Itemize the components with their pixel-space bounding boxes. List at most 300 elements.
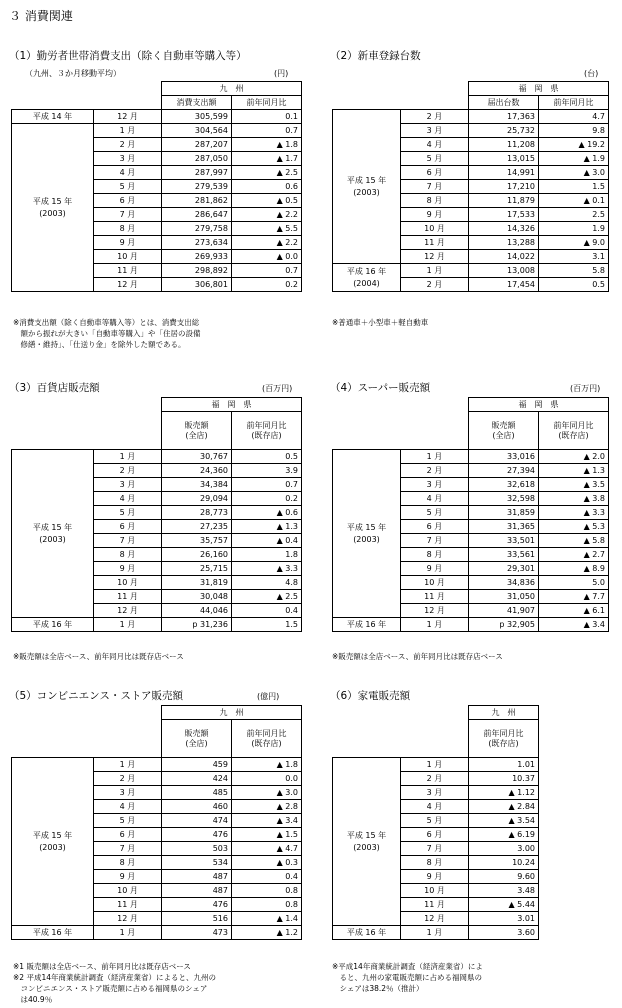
yoy-cell: 5.0 [539,576,609,590]
yoy-cell: ▲ 0.6 [232,506,302,520]
yoy-cell: 1.01 [469,758,539,772]
era-cell [12,450,94,618]
yoy-cell: 0.5 [232,450,302,464]
unit-label: (百万円) [262,384,293,393]
column-header-sales-scope: (全店) [185,430,208,440]
month-cell: 2 月 [401,278,469,292]
column-header-yoy [539,412,609,450]
month-cell: 2 月 [401,110,469,124]
value-cell: 11,208 [469,138,539,152]
month-cell: 2 月 [94,464,162,478]
month-cell: 1 月 [94,926,162,940]
month-cell: 4 月 [94,166,162,180]
era-year: (2004) [353,278,380,288]
table-row [333,618,609,632]
value-cell: 281,862 [162,194,232,208]
month-cell: 7 月 [401,180,469,194]
footnote: ※平成14年商業統計調査（経済産業省）によ ると、九州の家電販売額に占める福岡県の シェアは38.2％（推計） [332,962,483,993]
table-row [333,264,609,278]
column-header-yoy-scope: (既存店) [558,430,589,440]
value-cell: 17,533 [469,208,539,222]
section-household-spending [9,50,309,360]
value-cell: 13,015 [469,152,539,166]
table-header-row [12,398,302,412]
value-cell: 473 [162,926,232,940]
value-cell: 287,050 [162,152,232,166]
header-corner [12,706,162,758]
yoy-cell: 0.4 [232,604,302,618]
yoy-cell: 0.8 [232,884,302,898]
column-header-sales-label: 販売額 [184,420,209,430]
region-header: 福 岡 県 [162,398,302,412]
footnote: ※販売額は全店ベース、前年同月比は既存店ベース [13,652,184,661]
column-header-sales [162,412,232,450]
month-cell: 12 月 [401,604,469,618]
yoy-cell: ▲ 19.2 [539,138,609,152]
month-cell: 8 月 [94,856,162,870]
yoy-cell: ▲ 2.2 [232,208,302,222]
month-cell: 7 月 [401,534,469,548]
month-cell: 5 月 [401,152,469,166]
value-cell: 31,050 [469,590,539,604]
yoy-cell: ▲ 2.7 [539,548,609,562]
section-title: （6）家電販売額 [330,690,411,702]
value-cell: 33,016 [469,450,539,464]
month-cell: 4 月 [401,492,469,506]
yoy-cell: ▲ 1.8 [232,758,302,772]
section-title: （1）勤労者世帯消費支出（除く自動車等購入等） [9,50,247,62]
value-cell: 31,859 [469,506,539,520]
column-header-sales-scope: (全店) [492,430,515,440]
value-cell: 29,094 [162,492,232,506]
yoy-cell: ▲ 3.0 [232,786,302,800]
month-cell: 10 月 [401,222,469,236]
section-department-store-sales [9,382,309,672]
yoy-cell: ▲ 9.0 [539,236,609,250]
page-title: ３ 消費関連 [9,9,73,23]
yoy-cell: ▲ 2.5 [232,166,302,180]
yoy-cell: 3.1 [539,250,609,264]
era-cell: 平成 16 年 [333,618,401,632]
yoy-cell: 0.6 [232,180,302,194]
region-header: 福 岡 県 [469,82,609,96]
value-cell: 11,879 [469,194,539,208]
era-cell: 平成 14 年 [12,110,94,124]
yoy-cell: 3.01 [469,912,539,926]
month-cell: 12 月 [94,278,162,292]
unit-label: (億円) [257,692,280,701]
era-cell: 平成 16 年 [12,926,94,940]
yoy-cell: 1.9 [539,222,609,236]
month-cell: 1 月 [94,758,162,772]
table-header-row [333,706,539,720]
column-header-sales-scope: (全店) [185,738,208,748]
value-cell: p 32,905 [469,618,539,632]
yoy-cell: ▲ 3.3 [232,562,302,576]
value-cell: 279,758 [162,222,232,236]
month-cell: 2 月 [94,138,162,152]
yoy-cell: ▲ 8.9 [539,562,609,576]
era-cell [333,450,401,618]
month-cell: 12 月 [401,250,469,264]
convenience-store-sales-table [11,705,302,940]
yoy-cell: ▲ 6.19 [469,828,539,842]
table-row [12,618,302,632]
yoy-cell: ▲ 2.84 [469,800,539,814]
month-cell: 1 月 [401,450,469,464]
yoy-cell: 1.8 [232,548,302,562]
value-cell: 279,539 [162,180,232,194]
yoy-cell: ▲ 1.2 [232,926,302,940]
yoy-cell: 10.24 [469,856,539,870]
era-cell: 平成 16 年 [12,618,94,632]
month-cell: 9 月 [401,208,469,222]
unit-label: (百万円) [570,384,601,393]
month-cell: 1 月 [94,124,162,138]
column-header-sales-label: 販売額 [184,728,209,738]
month-cell: 12 月 [94,912,162,926]
yoy-cell: ▲ 3.4 [232,814,302,828]
yoy-cell: 3.9 [232,464,302,478]
value-cell: 305,599 [162,110,232,124]
value-cell: 14,991 [469,166,539,180]
footnote: ※消費支出額（除く自動車等購入等）とは、消費支出総 額から振れが大きい「自動車等購入」や「住居の設備 修繕・維持」、「仕送り金」を除外した額である。 [13,318,201,349]
value-cell: 287,207 [162,138,232,152]
month-cell: 3 月 [94,152,162,166]
month-cell: 5 月 [94,506,162,520]
month-cell: 5 月 [401,814,469,828]
value-cell: 24,360 [162,464,232,478]
header-corner [12,398,162,450]
table-header-row [333,398,609,412]
value-cell: 460 [162,800,232,814]
value-cell: 34,836 [469,576,539,590]
column-header-yoy-scope: (既存店) [251,430,282,440]
table-header-row [12,82,302,96]
yoy-cell: 4.7 [539,110,609,124]
era-label: 平成 15 年 [346,523,387,533]
month-cell: 2 月 [401,772,469,786]
month-cell: 3 月 [401,478,469,492]
table-row [12,110,302,124]
month-cell: 12 月 [401,912,469,926]
month-cell: 11 月 [401,590,469,604]
era-year: (2003) [353,534,380,544]
electronics-sales-table [332,705,539,940]
yoy-cell: ▲ 0.1 [539,194,609,208]
yoy-cell: ▲ 1.5 [232,828,302,842]
value-cell: 287,997 [162,166,232,180]
household-spending-table [11,81,302,292]
value-cell: 27,394 [469,464,539,478]
column-header-yoy [232,412,302,450]
value-cell: 41,907 [469,604,539,618]
era-label: 平成 15 年 [32,197,73,207]
month-cell: 4 月 [94,492,162,506]
month-cell: 4 月 [94,800,162,814]
month-cell: 7 月 [94,534,162,548]
month-cell: 9 月 [401,870,469,884]
month-cell: 1 月 [401,618,469,632]
value-cell: 286,647 [162,208,232,222]
yoy-cell: 9.8 [539,124,609,138]
month-cell: 11 月 [94,590,162,604]
department-store-sales-table [11,397,302,632]
yoy-cell: ▲ 2.5 [232,590,302,604]
yoy-cell: ▲ 3.8 [539,492,609,506]
yoy-cell: ▲ 1.7 [232,152,302,166]
month-cell: 6 月 [94,520,162,534]
table-header-row [333,82,609,96]
month-cell: 8 月 [94,548,162,562]
value-cell: 44,046 [162,604,232,618]
month-cell: 6 月 [401,520,469,534]
unit-label: (円) [274,69,289,78]
table-row [12,758,302,772]
yoy-cell: ▲ 6.1 [539,604,609,618]
yoy-cell: ▲ 5.8 [539,534,609,548]
value-cell: 273,634 [162,236,232,250]
value-cell: 474 [162,814,232,828]
month-cell: 7 月 [401,842,469,856]
yoy-cell: 4.8 [232,576,302,590]
value-cell: 14,022 [469,250,539,264]
yoy-cell: ▲ 1.3 [539,464,609,478]
value-cell: 17,363 [469,110,539,124]
column-header-sales [469,412,539,450]
yoy-cell: ▲ 3.3 [539,506,609,520]
month-cell: 2 月 [94,772,162,786]
table-row [12,926,302,940]
era-cell [333,758,401,926]
month-cell: 10 月 [94,884,162,898]
yoy-cell: ▲ 0.4 [232,534,302,548]
month-cell: 12 月 [94,110,162,124]
month-cell: 3 月 [401,786,469,800]
era-cell: 平成 16 年 [333,926,401,940]
month-cell: 11 月 [401,898,469,912]
column-header-yoy-label: 前年同月比 [246,420,287,430]
month-cell: 9 月 [94,870,162,884]
value-cell: 298,892 [162,264,232,278]
yoy-cell: ▲ 1.9 [539,152,609,166]
yoy-cell: ▲ 5.44 [469,898,539,912]
table-row [333,450,609,464]
value-cell: p 31,236 [162,618,232,632]
yoy-cell: ▲ 4.7 [232,842,302,856]
value-cell: 487 [162,870,232,884]
month-cell: 3 月 [94,786,162,800]
section-convenience-store-sales [9,690,309,1006]
supermarket-sales-table [332,397,609,632]
era-label: 平成 15 年 [32,831,73,841]
yoy-cell: 0.4 [232,870,302,884]
value-cell: 534 [162,856,232,870]
yoy-cell: 1.5 [232,618,302,632]
era-label: 平成 15 年 [346,831,387,841]
yoy-cell: ▲ 1.4 [232,912,302,926]
month-cell: 9 月 [401,562,469,576]
value-cell: 28,773 [162,506,232,520]
month-cell: 4 月 [401,800,469,814]
yoy-cell: ▲ 2.0 [539,450,609,464]
yoy-cell: 0.7 [232,264,302,278]
column-header-yoy [469,720,539,758]
era-cell [12,758,94,926]
value-cell: 17,210 [469,180,539,194]
section-title: （4）スーパー販売額 [330,382,431,394]
value-cell: 31,365 [469,520,539,534]
value-cell: 27,235 [162,520,232,534]
section-title: （2）新車登録台数 [330,50,421,62]
month-cell: 2 月 [401,464,469,478]
yoy-cell: 0.8 [232,898,302,912]
value-cell: 424 [162,772,232,786]
value-cell: 30,048 [162,590,232,604]
value-cell: 13,008 [469,264,539,278]
value-cell: 485 [162,786,232,800]
yoy-cell: 2.5 [539,208,609,222]
new-car-registrations-table [332,81,609,292]
era-year: (2003) [39,534,66,544]
column-header-yoy-scope: (既存店) [251,738,282,748]
month-cell: 1 月 [401,758,469,772]
month-cell: 10 月 [94,250,162,264]
value-cell: 17,454 [469,278,539,292]
value-cell: 35,757 [162,534,232,548]
era-cell [333,264,401,292]
month-cell: 1 月 [94,450,162,464]
unit-label: (台) [584,69,599,78]
value-cell: 476 [162,828,232,842]
month-cell: 10 月 [401,884,469,898]
month-cell: 8 月 [401,194,469,208]
yoy-cell: ▲ 5.3 [539,520,609,534]
value-cell: 516 [162,912,232,926]
month-cell: 1 月 [94,618,162,632]
column-header-sales [162,720,232,758]
value-cell: 34,384 [162,478,232,492]
month-cell: 6 月 [401,828,469,842]
yoy-cell: 3.00 [469,842,539,856]
value-cell: 269,933 [162,250,232,264]
yoy-cell: ▲ 1.3 [232,520,302,534]
value-cell: 33,501 [469,534,539,548]
value-cell: 25,715 [162,562,232,576]
header-corner [333,82,469,110]
month-cell: 10 月 [94,576,162,590]
month-cell: 7 月 [94,842,162,856]
yoy-cell: 0.0 [232,772,302,786]
yoy-cell: 0.7 [232,124,302,138]
yoy-cell: ▲ 3.5 [539,478,609,492]
column-header-yoy: 前年同月比 [232,96,302,110]
yoy-cell: 0.2 [232,278,302,292]
yoy-cell: ▲ 2.8 [232,800,302,814]
month-cell: 11 月 [94,264,162,278]
table-row [333,110,609,124]
value-cell: 304,564 [162,124,232,138]
value-cell: 487 [162,884,232,898]
value-cell: 476 [162,898,232,912]
month-cell: 9 月 [94,236,162,250]
yoy-cell: ▲ 3.4 [539,618,609,632]
month-cell: 1 月 [401,926,469,940]
column-header-count: 届出台数 [469,96,539,110]
yoy-cell: ▲ 7.7 [539,590,609,604]
yoy-cell: ▲ 0.0 [232,250,302,264]
section-new-car-registrations [330,50,620,350]
month-cell: 6 月 [401,166,469,180]
yoy-cell: ▲ 1.12 [469,786,539,800]
era-cell [333,110,401,264]
era-cell [12,124,94,292]
month-cell: 3 月 [401,124,469,138]
header-corner [333,706,469,758]
table-row [12,124,302,138]
yoy-cell: ▲ 2.2 [232,236,302,250]
column-header-yoy [232,720,302,758]
section-supermarket-sales [330,382,620,672]
month-cell: 8 月 [401,548,469,562]
value-cell: 31,819 [162,576,232,590]
yoy-cell: ▲ 3.0 [539,166,609,180]
header-corner [333,398,469,450]
yoy-cell: 0.2 [232,492,302,506]
era-label: 平成 15 年 [32,523,73,533]
yoy-cell: 5.8 [539,264,609,278]
yoy-cell: 3.48 [469,884,539,898]
month-cell: 7 月 [94,208,162,222]
month-cell: 6 月 [94,194,162,208]
value-cell: 503 [162,842,232,856]
era-year: (2003) [39,842,66,852]
yoy-cell: 1.5 [539,180,609,194]
month-cell: 6 月 [94,828,162,842]
region-header: 九 州 [469,706,539,720]
yoy-cell: ▲ 1.8 [232,138,302,152]
month-cell: 5 月 [94,180,162,194]
value-cell: 26,160 [162,548,232,562]
month-cell: 12 月 [94,604,162,618]
value-cell: 30,767 [162,450,232,464]
yoy-cell: 0.7 [232,478,302,492]
section-title: （5）コンビニエンス・ストア販売額 [9,690,184,702]
value-cell: 32,598 [469,492,539,506]
footnote: ※販売額は全店ベース、前年同月比は既存店ベース [332,652,503,661]
era-year: (2003) [353,842,380,852]
month-cell: 9 月 [94,562,162,576]
header-corner [12,82,162,110]
column-header-sales-label: 販売額 [491,420,516,430]
yoy-cell: 10.37 [469,772,539,786]
value-cell: 14,326 [469,222,539,236]
footnote: ※1 販売額は全店ベース、前年同月比は既存店ベース ※2 平成14年商業統計調査（経済産業省）によると、九州の コンビニエンス・ストア販売額に占める福岡県のシェア は40.9％ [13,962,216,1004]
value-cell: 459 [162,758,232,772]
value-cell: 13,288 [469,236,539,250]
month-cell: 4 月 [401,138,469,152]
month-cell: 5 月 [94,814,162,828]
region-header: 福 岡 県 [469,398,609,412]
month-cell: 11 月 [94,898,162,912]
column-header-amount: 消費支出額 [162,96,232,110]
region-header: 九 州 [162,82,302,96]
section-subtitle: （九州、３か月移動平均） [25,69,121,78]
table-header-row [12,706,302,720]
table-row [333,758,539,772]
value-cell: 25,732 [469,124,539,138]
month-cell: 10 月 [401,576,469,590]
